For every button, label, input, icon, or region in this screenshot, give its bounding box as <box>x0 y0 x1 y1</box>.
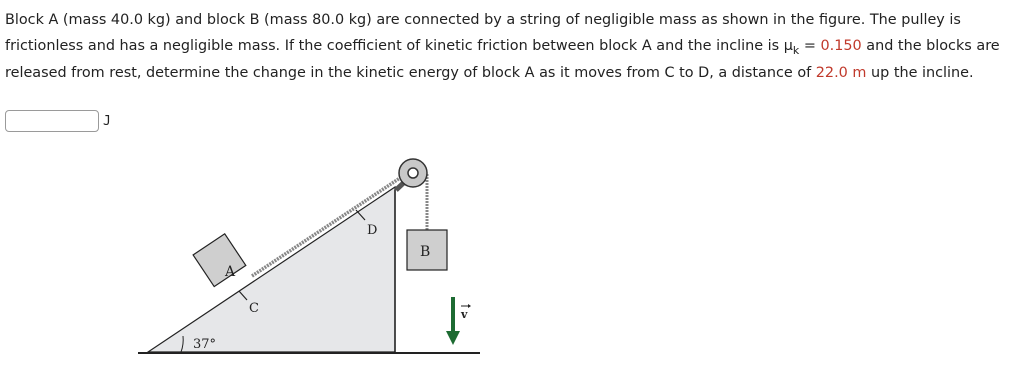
unit-label: J <box>103 113 111 129</box>
mu-subscript: k <box>792 44 800 57</box>
equals-sign: = <box>799 38 821 54</box>
block-b-label: B <box>420 244 431 260</box>
problem-text-part3: up the incline. <box>866 65 974 81</box>
problem-text-part2: and the blocks are released from rest, determine the change in the kinetic energy of block A as it moves from C to D, a distance of <box>5 38 1000 81</box>
velocity-arrow-head <box>446 331 460 345</box>
point-d-label: D <box>367 223 378 238</box>
point-c-label: C <box>249 301 259 316</box>
distance-value: 22.0 m <box>815 65 867 81</box>
block-a <box>193 234 246 287</box>
pulley-hub <box>408 168 418 178</box>
mu-symbol: μ <box>783 38 793 54</box>
angle-label: 37° <box>193 337 217 352</box>
block-a-label: A <box>225 264 236 280</box>
mu-value: 0.150 <box>820 38 862 54</box>
velocity-vector-head <box>468 304 471 308</box>
problem-text-part1: Block A (mass 40.0 kg) and block B (mass 80.0 kg) are connected by a string of negligible mass as shown in the figure. The pulley is frictionless and has a negligible mass. If the coefficient of kinetic friction between block A and the incline is <box>5 12 961 54</box>
velocity-label: v <box>461 308 468 321</box>
